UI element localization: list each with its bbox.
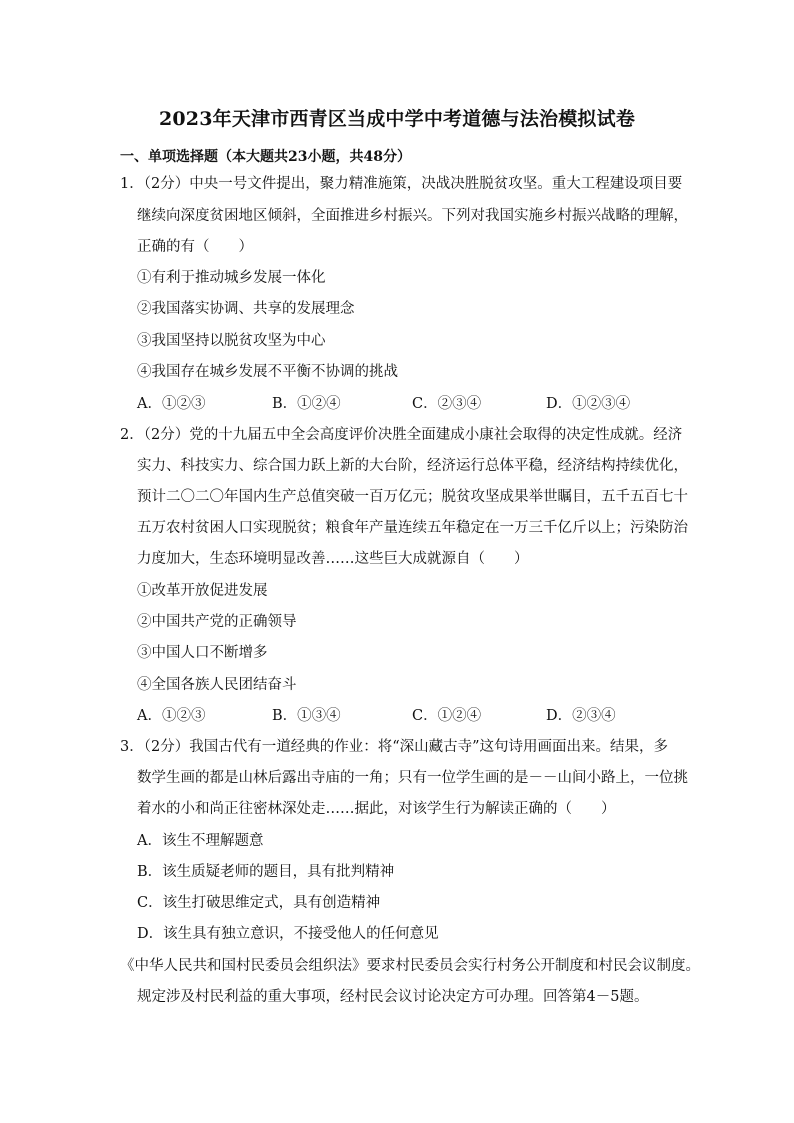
question-1-statement-4: ④我国存在城乡发展不平衡不协调的挑战: [137, 364, 398, 380]
passage-line-2: 规定涉及村民利益的重大事项，经村民会议讨论决定方可办理。回答第4－5题。: [137, 989, 649, 1005]
question-2-statement-4: ④全国各族人民团结奋斗: [137, 677, 297, 693]
section-heading: 一、单项选择题（本大题共23小题，共48分）: [120, 149, 411, 165]
question-3-option-b: B．该生质疑老师的题目，具有批判精神: [137, 864, 395, 880]
question-1-option-a: A．①②③: [137, 396, 206, 412]
question-1-option-b: B．①②④: [272, 396, 341, 412]
question-2-line-2: 实力、科技实力、综合国力跃上新的大台阶，经济运行总体平稳，经济结构持续优化，: [137, 458, 688, 474]
question-2-line-5: 力度加大，生态环境明显改善……这些巨大成就源自（ ）: [137, 551, 529, 567]
question-2-line-1: 2．（2分）党的十九届五中全会高度评价决胜全面建成小康社会取得的决定性成就。经济: [120, 427, 683, 443]
question-1-statement-3: ③我国坚持以脱贫攻坚为中心: [137, 333, 326, 349]
passage-line-1: 《中华人民共和国村民委员会组织法》要求村民委员会实行村务公开制度和村民会议制度。: [120, 958, 700, 974]
question-3-line-1: 3．（2分）我国古代有一道经典的作业：将“深山藏古寺”这句诗用画面出来。结果，多: [120, 739, 669, 755]
question-2-option-d: D．②③④: [546, 708, 616, 724]
question-2-statement-3: ③中国人口不断增多: [137, 645, 268, 661]
question-1-line-2: 继续向深度贫困地区倾斜，全面推进乡村振兴。下列对我国实施乡村振兴战略的理解，: [137, 208, 688, 224]
question-1-option-c: C．②③④: [412, 396, 482, 412]
question-3-option-d: D．该生具有独立意识，不接受他人的任何意见: [137, 926, 439, 942]
question-1-statement-2: ②我国落实协调、共享的发展理念: [137, 301, 355, 317]
question-1-statement-1: ①有利于推动城乡发展一体化: [137, 270, 326, 286]
question-2-line-4: 五万农村贫困人口实现脱贫；粮食年产量连续五年稳定在一万三千亿斤以上；污染防治: [137, 520, 688, 536]
document-title: 2023年天津市西青区当成中学中考道德与法治模拟试卷: [158, 108, 636, 130]
question-2-statement-2: ②中国共产党的正确领导: [137, 614, 297, 630]
question-1-line-1: 1．（2分）中央一号文件提出，聚力精准施策，决战决胜脱贫攻坚。重大工程建设项目要: [120, 176, 683, 192]
question-1-line-3: 正确的有（ ）: [137, 239, 253, 255]
question-2-statement-1: ①改革开放促进发展: [137, 583, 268, 599]
question-2-line-3: 预计二〇二〇年国内生产总值突破一百万亿元；脱贫攻坚成果举世瞩目，五千五百七十: [137, 489, 688, 505]
question-1-option-d: D．①②③④: [546, 396, 631, 412]
question-2-option-c: C．①②④: [412, 708, 482, 724]
question-3-option-c: C．该生打破思维定式，具有创造精神: [137, 895, 381, 911]
question-2-option-b: B．①③④: [272, 708, 341, 724]
question-3-option-a: A．该生不理解题意: [137, 833, 264, 849]
question-2-option-a: A．①②③: [137, 708, 206, 724]
question-3-line-2: 数学生画的都是山林后露出寺庙的一角；只有一位学生画的是－－山间小路上，一位挑: [137, 770, 688, 786]
question-3-line-3: 着水的小和尚正往密林深处走……据此，对该学生行为解读正确的（ ）: [137, 801, 616, 817]
